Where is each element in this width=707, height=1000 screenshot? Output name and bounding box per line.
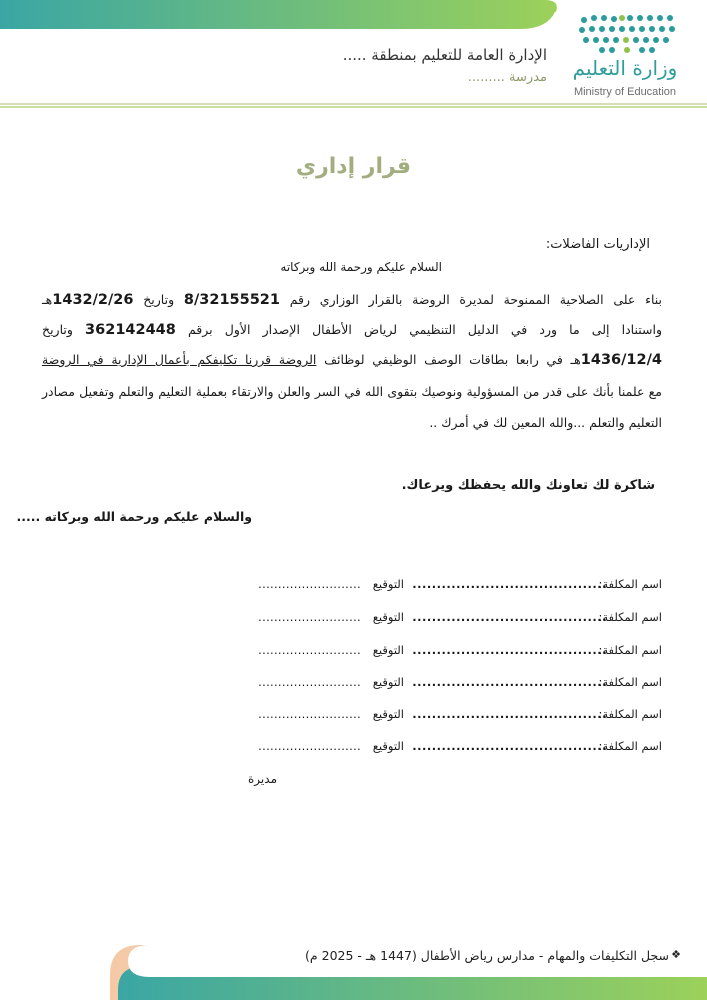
body-line-2: [42, 314, 662, 346]
signature-field[interactable]: ..........................: [258, 610, 361, 624]
logo-arabic-text: وزارة التعليم: [572, 56, 678, 80]
thanks-line: شاكرة لك تعاونك والله يحفظك ويرعاك.: [401, 478, 655, 493]
body-line-5: التعليم والتعلم ...والله المعين لك في أمرك ..: [429, 415, 662, 430]
assignee-row: [0, 643, 707, 663]
signature-label: التوقيع: [372, 739, 404, 753]
guide-date: 1436/12/4: [580, 352, 662, 368]
assignee-row: [0, 675, 707, 695]
body-line-3: [42, 344, 662, 376]
body-line-1: [42, 284, 662, 316]
assignee-name-label: اسم المكلفة:: [598, 643, 662, 657]
assignee-name-field[interactable]: ........................................: [412, 577, 607, 591]
footer-caption: سجل التكليفات والمهام - مدارس رياض الأطفال (1447 هـ - 2025 م): [305, 948, 669, 963]
signature-field[interactable]: ..........................: [258, 643, 361, 657]
assignee-name-field[interactable]: ........................................: [412, 739, 607, 753]
signature-field[interactable]: ..........................: [258, 675, 361, 689]
page-title: قرار إداري: [295, 154, 412, 179]
guide-number: 362142448: [85, 322, 176, 338]
body-line-4: مع علمنا بأنك على قدر من المسؤولية ونوصيك بتقوى الله في السر والعلن والارتقاء بعملية التعليم والتعلم وتفعيل مصادر: [42, 384, 662, 399]
assignee-row: [0, 707, 707, 727]
logo-dots-icon: [572, 10, 682, 56]
assignee-row: [0, 739, 707, 759]
logo-english-text: Ministry of Education: [573, 86, 677, 98]
assignee-row: [0, 577, 707, 597]
signature-label: التوقيع: [372, 643, 404, 657]
admin-region-line: الإدارة العامة للتعليم بمنطقة .....: [342, 46, 547, 64]
body-line-3-text: هـ في رابعا بطاقات الوصف الوظيفي لوظائف: [316, 352, 581, 367]
recipients-line: الإداريات الفاضلات:: [545, 237, 650, 252]
assignee-name-label: اسم المكلفة:: [598, 675, 662, 689]
assignee-name-field[interactable]: ........................................: [412, 610, 607, 624]
school-line: مدرسة .........: [467, 70, 547, 85]
body-line-1-end: هـ: [42, 292, 53, 307]
signature-field[interactable]: ..........................: [258, 739, 361, 753]
body-line-1-mid: وتاريخ: [133, 292, 184, 307]
assignee-name-field[interactable]: ........................................: [412, 707, 607, 721]
assignee-name-label: اسم المكلفة:: [598, 610, 662, 624]
assignee-row: [0, 610, 707, 630]
manager-label: مديرة: [248, 772, 277, 786]
assignee-name-field[interactable]: ........................................: [412, 643, 607, 657]
signature-field[interactable]: ..........................: [258, 707, 361, 721]
assignee-name-label: اسم المكلفة:: [598, 739, 662, 753]
closing-salutation: والسلام عليكم ورحمة الله وبركاته .....: [16, 509, 252, 524]
footer-bullet-icon: ❖: [671, 948, 681, 961]
ministry-logo: [562, 8, 692, 100]
signature-label: التوقيع: [372, 610, 404, 624]
body-line-2-end: وتاريخ: [42, 322, 86, 337]
body-line-1-text: بناء على الصلاحية الممنوحة لمديرة الروضة بالقرار الوزاري رقم: [279, 292, 663, 307]
signature-label: التوقيع: [372, 707, 404, 721]
signature-label: التوقيع: [372, 675, 404, 689]
assignee-name-field[interactable]: ........................................: [412, 675, 607, 689]
body-line-2-text: واستنادا إلى ما ورد في الدليل التنظيمي لرياض الأطفال الإصدار الأول برقم: [175, 322, 662, 337]
assignee-name-label: اسم المكلفة:: [598, 707, 662, 721]
signature-label: التوقيع: [372, 577, 404, 591]
assignment-phrase: الروضة قررنا تكليفكم بأعمال الإدارية في الروضة: [42, 352, 317, 367]
salutation-line: السلام عليكم ورحمة الله وبركاته: [280, 260, 442, 274]
footer-band: [0, 935, 707, 1000]
signature-field[interactable]: ..........................: [258, 577, 361, 591]
decree-date: 1432/2/26: [52, 292, 134, 308]
decree-number: 8/32155521: [183, 292, 280, 308]
assignee-name-label: اسم المكلفة:: [598, 577, 662, 591]
